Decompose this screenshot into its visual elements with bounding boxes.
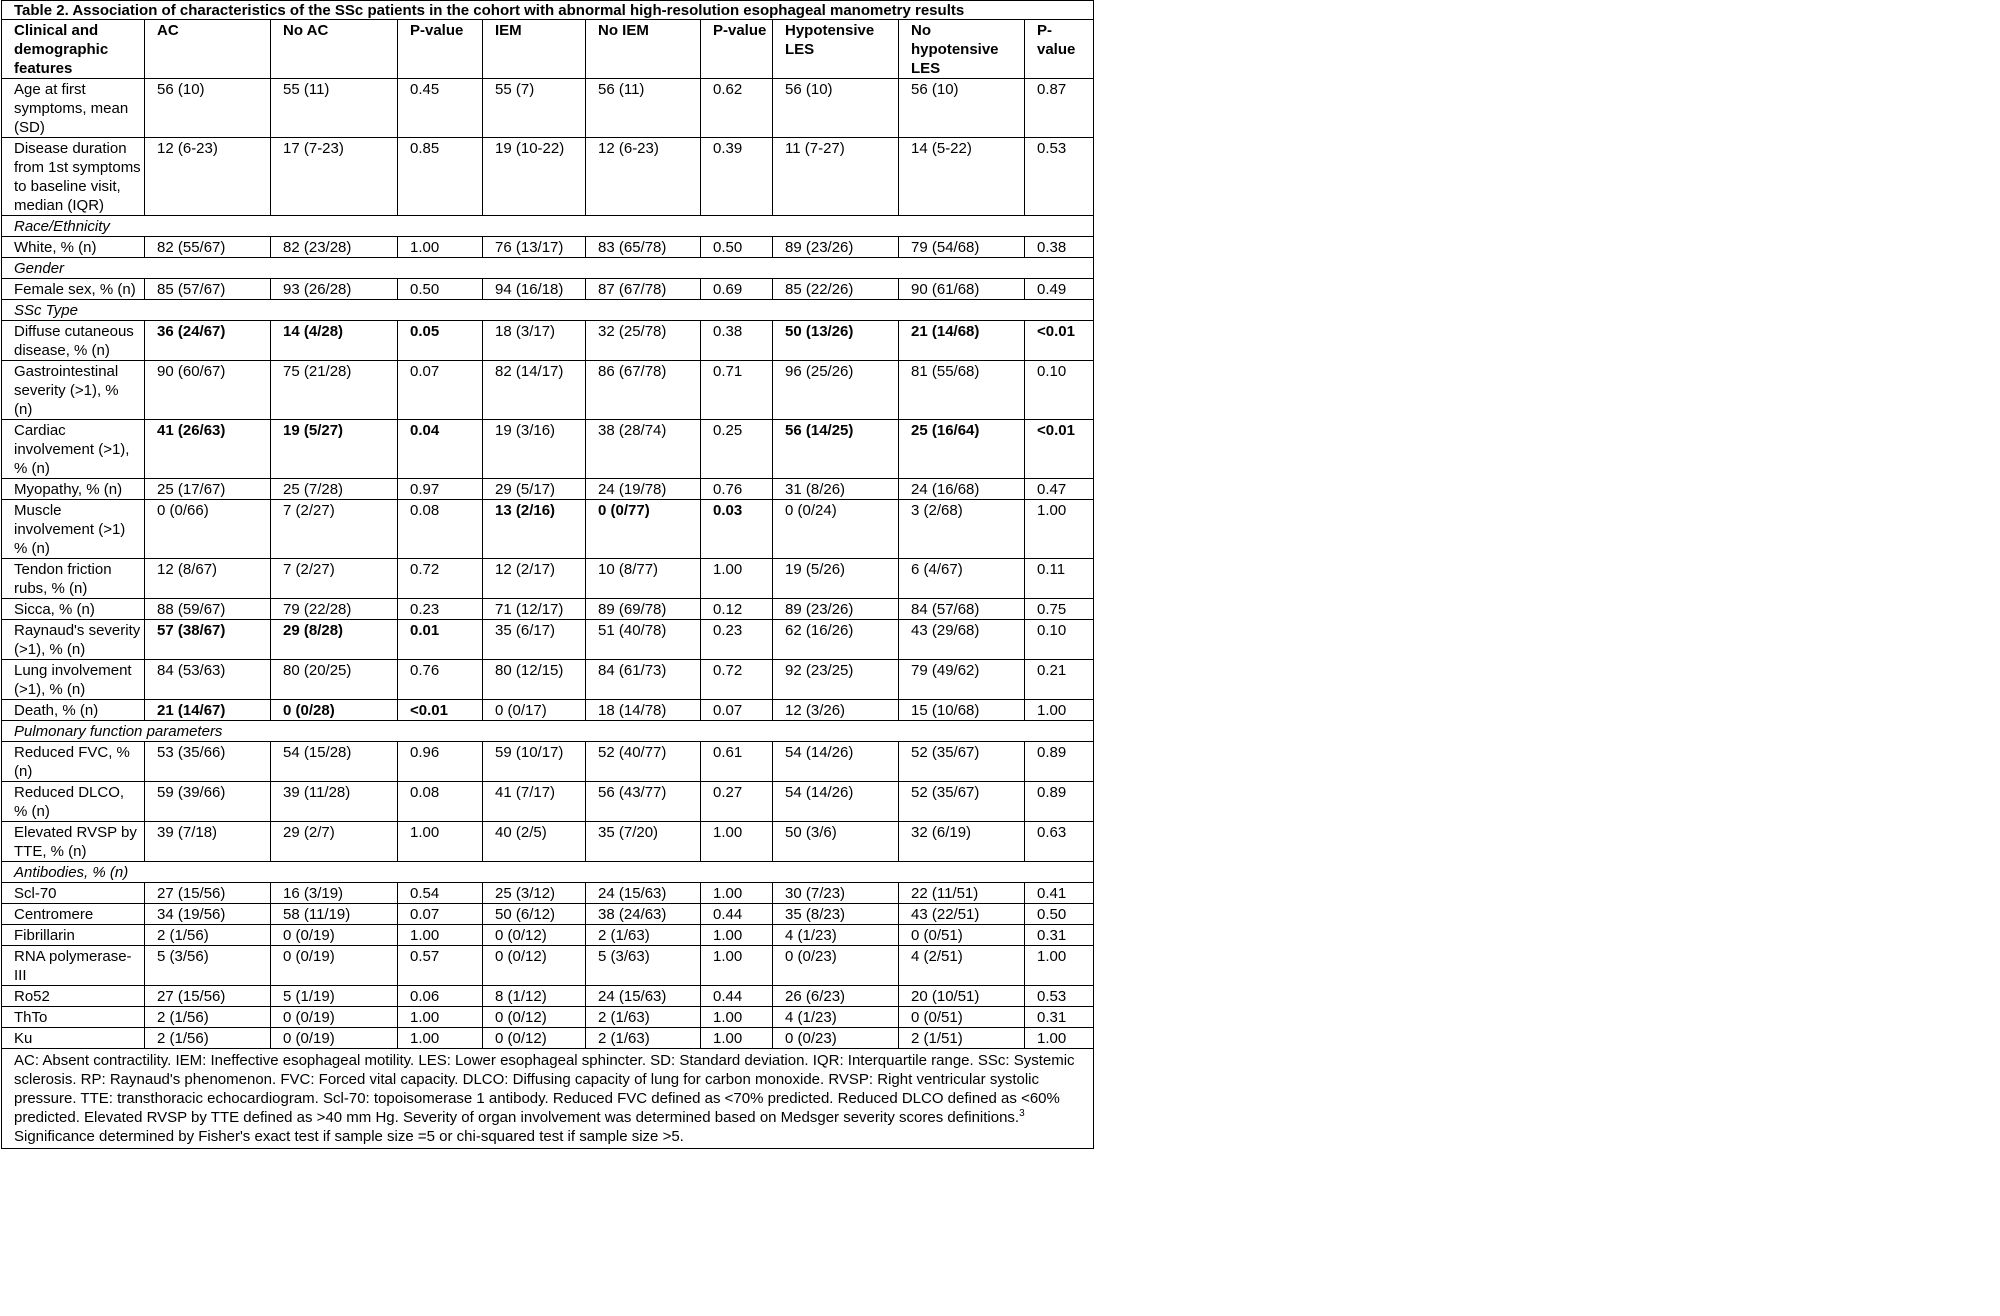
table-cell: 93 (26/28) (271, 279, 398, 300)
table-cell: 0.71 (701, 361, 773, 420)
row-label: Ku (2, 1028, 145, 1049)
table-row (2, 500, 1094, 559)
table-cell: 86 (67/78) (586, 361, 701, 420)
table-cell: 0.75 (1025, 599, 1094, 620)
section-label: Race/Ethnicity (2, 216, 1094, 237)
table-row (2, 361, 1094, 420)
row-label: Disease duration from 1st symptoms to baseline visit, median (IQR) (2, 138, 145, 216)
row-label: Elevated RVSP by TTE, % (n) (2, 822, 145, 862)
table-cell: 0.06 (398, 986, 483, 1007)
section-row (2, 862, 1094, 883)
table-cell: 3 (2/68) (899, 500, 1025, 559)
column-header: P-value (398, 20, 483, 79)
table-cell: 0.89 (1025, 742, 1094, 782)
table-cell: 18 (3/17) (483, 321, 586, 361)
table-cell: 0.07 (398, 361, 483, 420)
table-row (2, 620, 1094, 660)
table-row (2, 925, 1094, 946)
row-label: Raynaud's severity (>1), % (n) (2, 620, 145, 660)
table-cell: 0.23 (398, 599, 483, 620)
table-cell: 7 (2/27) (271, 559, 398, 599)
table-row (2, 138, 1094, 216)
table-cell: 0.44 (701, 986, 773, 1007)
table-cell: 41 (26/63) (145, 420, 271, 479)
table-cell: 2 (1/51) (899, 1028, 1025, 1049)
table-row (2, 1028, 1094, 1049)
table-cell: 29 (2/7) (271, 822, 398, 862)
table-cell: 96 (25/26) (773, 361, 899, 420)
table-cell: 0 (0/24) (773, 500, 899, 559)
table-title: Table 2. Association of characteristics of the SSc patients in the cohort with abnormal high-resolution esophageal manometry results (2, 1, 1094, 20)
table-cell: 31 (8/26) (773, 479, 899, 500)
column-header: AC (145, 20, 271, 79)
table-row (2, 279, 1094, 300)
table-cell: 40 (2/5) (483, 822, 586, 862)
column-header: Clinical and demographic features (2, 20, 145, 79)
table-cell: 19 (10-22) (483, 138, 586, 216)
table-cell: 0 (0/12) (483, 925, 586, 946)
table-cell: 36 (24/67) (145, 321, 271, 361)
table-cell: 0.44 (701, 904, 773, 925)
table-cell: 16 (3/19) (271, 883, 398, 904)
table-row (2, 782, 1094, 822)
table-cell: 27 (15/56) (145, 986, 271, 1007)
table-cell: 19 (3/16) (483, 420, 586, 479)
table-row (2, 420, 1094, 479)
table-cell: 56 (10) (899, 79, 1025, 138)
table-cell: 25 (3/12) (483, 883, 586, 904)
table-cell: 55 (7) (483, 79, 586, 138)
table-cell: <0.01 (398, 700, 483, 721)
row-label: Sicca, % (n) (2, 599, 145, 620)
table-cell: 14 (5-22) (899, 138, 1025, 216)
table-cell: 0.63 (1025, 822, 1094, 862)
table-row (2, 883, 1094, 904)
table-cell: 82 (14/17) (483, 361, 586, 420)
table-cell: 0.72 (398, 559, 483, 599)
table-row (2, 822, 1094, 862)
row-label: ThTo (2, 1007, 145, 1028)
table-cell: 0.05 (398, 321, 483, 361)
table-cell: 1.00 (701, 946, 773, 986)
row-label: Centromere (2, 904, 145, 925)
table-cell: 34 (19/56) (145, 904, 271, 925)
row-label: Muscle involvement (>1) % (n) (2, 500, 145, 559)
table-cell: 24 (15/63) (586, 883, 701, 904)
table-row (2, 1007, 1094, 1028)
table-cell: 1.00 (1025, 500, 1094, 559)
table-cell: 80 (12/15) (483, 660, 586, 700)
section-row (2, 300, 1094, 321)
column-header: No AC (271, 20, 398, 79)
table-cell: 0.69 (701, 279, 773, 300)
table-cell: 24 (16/68) (899, 479, 1025, 500)
table-cell: 0.50 (398, 279, 483, 300)
table-row (2, 321, 1094, 361)
table-cell: 0 (0/51) (899, 925, 1025, 946)
table-cell: 79 (22/28) (271, 599, 398, 620)
table-cell: 0.76 (701, 479, 773, 500)
table-cell: 25 (16/64) (899, 420, 1025, 479)
table-cell: 35 (6/17) (483, 620, 586, 660)
characteristics-table (1, 0, 1094, 1149)
table-cell: 52 (35/67) (899, 782, 1025, 822)
table-cell: 52 (40/77) (586, 742, 701, 782)
table-cell: 57 (38/67) (145, 620, 271, 660)
column-header: Hypotensive LES (773, 20, 899, 79)
column-header: IEM (483, 20, 586, 79)
table-cell: 0.50 (701, 237, 773, 258)
table-cell: 38 (28/74) (586, 420, 701, 479)
section-label: Pulmonary function parameters (2, 721, 1094, 742)
table-cell: 85 (22/26) (773, 279, 899, 300)
table-cell: 39 (11/28) (271, 782, 398, 822)
row-label: Female sex, % (n) (2, 279, 145, 300)
table-cell: 0.12 (701, 599, 773, 620)
table-cell: 1.00 (398, 1028, 483, 1049)
table-cell: 0.11 (1025, 559, 1094, 599)
footnote-reference: 3 (1019, 1108, 1025, 1119)
table-cell: 1.00 (398, 822, 483, 862)
table-cell: 76 (13/17) (483, 237, 586, 258)
table-cell: 0.21 (1025, 660, 1094, 700)
table-cell: 21 (14/67) (145, 700, 271, 721)
row-label: Tendon friction rubs, % (n) (2, 559, 145, 599)
section-label: Gender (2, 258, 1094, 279)
table-row (2, 237, 1094, 258)
table-cell: 59 (39/66) (145, 782, 271, 822)
table-cell: 55 (11) (271, 79, 398, 138)
table-cell: 2 (1/56) (145, 1007, 271, 1028)
table-cell: 0 (0/17) (483, 700, 586, 721)
section-row (2, 721, 1094, 742)
table-cell: 0 (0/66) (145, 500, 271, 559)
table-row (2, 986, 1094, 1007)
table-cell: 35 (8/23) (773, 904, 899, 925)
table-cell: 7 (2/27) (271, 500, 398, 559)
table-cell: 79 (49/62) (899, 660, 1025, 700)
table-cell: 0.53 (1025, 138, 1094, 216)
table-cell: 24 (19/78) (586, 479, 701, 500)
table-cell: 87 (67/78) (586, 279, 701, 300)
table-cell: 5 (1/19) (271, 986, 398, 1007)
table-cell: 11 (7-27) (773, 138, 899, 216)
column-header: P-value (1025, 20, 1094, 79)
table-cell: 0.03 (701, 500, 773, 559)
table-cell: 89 (23/26) (773, 237, 899, 258)
table-row (2, 479, 1094, 500)
table-cell: 2 (1/56) (145, 1028, 271, 1049)
table-cell: 0.97 (398, 479, 483, 500)
table-cell: 94 (16/18) (483, 279, 586, 300)
table-cell: 10 (8/77) (586, 559, 701, 599)
table-cell: 14 (4/28) (271, 321, 398, 361)
table-cell: 88 (59/67) (145, 599, 271, 620)
table-cell: 38 (24/63) (586, 904, 701, 925)
table-cell: 75 (21/28) (271, 361, 398, 420)
section-label: Antibodies, % (n) (2, 862, 1094, 883)
table-cell: 0.27 (701, 782, 773, 822)
table-cell: 1.00 (398, 925, 483, 946)
table-cell: 4 (1/23) (773, 1007, 899, 1028)
table-cell: 0 (0/19) (271, 1028, 398, 1049)
table-cell: 4 (1/23) (773, 925, 899, 946)
table-cell: 0.54 (398, 883, 483, 904)
table-footnote-row (2, 1049, 1094, 1149)
table-cell: 89 (69/78) (586, 599, 701, 620)
table-cell: 12 (8/67) (145, 559, 271, 599)
table-cell: 0 (0/19) (271, 925, 398, 946)
table-cell: 12 (6-23) (586, 138, 701, 216)
column-header: No hypotensive LES (899, 20, 1025, 79)
row-label: Diffuse cutaneous disease, % (n) (2, 321, 145, 361)
table-cell: 12 (3/26) (773, 700, 899, 721)
column-header: P-value (701, 20, 773, 79)
table-cell: 24 (15/63) (586, 986, 701, 1007)
table-cell: 5 (3/63) (586, 946, 701, 986)
table-cell: 1.00 (701, 925, 773, 946)
row-label: Scl-70 (2, 883, 145, 904)
table-cell: 0.76 (398, 660, 483, 700)
table-cell: 0.72 (701, 660, 773, 700)
row-label: Reduced DLCO, % (n) (2, 782, 145, 822)
table-cell: 81 (55/68) (899, 361, 1025, 420)
table-cell: 0.08 (398, 782, 483, 822)
table-cell: 32 (25/78) (586, 321, 701, 361)
table-cell: 0.01 (398, 620, 483, 660)
table-cell: 25 (17/67) (145, 479, 271, 500)
table-cell: 56 (11) (586, 79, 701, 138)
row-label: RNA polymerase-III (2, 946, 145, 986)
table-cell: 1.00 (701, 559, 773, 599)
table-cell: 58 (11/19) (271, 904, 398, 925)
row-label: Reduced FVC, % (n) (2, 742, 145, 782)
row-label: Myopathy, % (n) (2, 479, 145, 500)
table-cell: 79 (54/68) (899, 237, 1025, 258)
table-row (2, 742, 1094, 782)
table-cell: 0.45 (398, 79, 483, 138)
table-cell: 0.23 (701, 620, 773, 660)
table-row (2, 700, 1094, 721)
table-cell: 54 (14/26) (773, 742, 899, 782)
table-cell: 0 (0/12) (483, 1028, 586, 1049)
table-cell: 2 (1/56) (145, 925, 271, 946)
table-title-row (2, 1, 1094, 20)
table-row (2, 559, 1094, 599)
table-cell: 1.00 (701, 883, 773, 904)
row-label: Ro52 (2, 986, 145, 1007)
table-cell: 0 (0/28) (271, 700, 398, 721)
section-label: SSc Type (2, 300, 1094, 321)
table-row (2, 79, 1094, 138)
table-cell: 0.50 (1025, 904, 1094, 925)
table-cell: 83 (65/78) (586, 237, 701, 258)
table-cell: 0.31 (1025, 925, 1094, 946)
table-cell: 51 (40/78) (586, 620, 701, 660)
table-cell: 27 (15/56) (145, 883, 271, 904)
table-cell: 35 (7/20) (586, 822, 701, 862)
row-label: Lung involvement (>1), % (n) (2, 660, 145, 700)
table-cell: 0.62 (701, 79, 773, 138)
table-cell: 53 (35/66) (145, 742, 271, 782)
table-cell: 52 (35/67) (899, 742, 1025, 782)
table-cell: 0.53 (1025, 986, 1094, 1007)
table-row (2, 904, 1094, 925)
table-cell: 0 (0/12) (483, 946, 586, 986)
table-cell: 12 (2/17) (483, 559, 586, 599)
table-cell: 0.08 (398, 500, 483, 559)
table-cell: 1.00 (1025, 700, 1094, 721)
row-label: Age at first symptoms, mean (SD) (2, 79, 145, 138)
footnote-tail: Significance determined by Fisher's exact test if sample size =5 or chi-squared test if sample size >5. (14, 1128, 684, 1145)
table-cell: 1.00 (1025, 946, 1094, 986)
table-cell: 50 (13/26) (773, 321, 899, 361)
section-row (2, 216, 1094, 237)
section-row (2, 258, 1094, 279)
table-cell: 41 (7/17) (483, 782, 586, 822)
table-cell: 0.96 (398, 742, 483, 782)
table-cell: 13 (2/16) (483, 500, 586, 559)
table-cell: 0.57 (398, 946, 483, 986)
table-cell: 26 (6/23) (773, 986, 899, 1007)
table-cell: 25 (7/28) (271, 479, 398, 500)
table-cell: 39 (7/18) (145, 822, 271, 862)
table-cell: 32 (6/19) (899, 822, 1025, 862)
table-cell: 29 (5/17) (483, 479, 586, 500)
table-cell: 0.49 (1025, 279, 1094, 300)
table-cell: 29 (8/28) (271, 620, 398, 660)
table-cell: 92 (23/25) (773, 660, 899, 700)
table-cell: 54 (15/28) (271, 742, 398, 782)
table-cell: 8 (1/12) (483, 986, 586, 1007)
row-label: White, % (n) (2, 237, 145, 258)
table-cell: 54 (14/26) (773, 782, 899, 822)
table-cell: 18 (14/78) (586, 700, 701, 721)
row-label: Death, % (n) (2, 700, 145, 721)
table-cell: 30 (7/23) (773, 883, 899, 904)
table-footnote (2, 1049, 1094, 1149)
table-cell: 0 (0/12) (483, 1007, 586, 1028)
table-row (2, 946, 1094, 986)
table-cell: 84 (61/73) (586, 660, 701, 700)
table-cell: 56 (14/25) (773, 420, 899, 479)
table-cell: <0.01 (1025, 420, 1094, 479)
table-cell: 1.00 (398, 1007, 483, 1028)
table-cell: 84 (57/68) (899, 599, 1025, 620)
table-cell: 20 (10/51) (899, 986, 1025, 1007)
table-cell: 0 (0/23) (773, 946, 899, 986)
column-header: No IEM (586, 20, 701, 79)
table-cell: 15 (10/68) (899, 700, 1025, 721)
table-cell: 0 (0/77) (586, 500, 701, 559)
table-cell: 0.39 (701, 138, 773, 216)
table-cell: 62 (16/26) (773, 620, 899, 660)
table-cell: 85 (57/67) (145, 279, 271, 300)
table-cell: 1.00 (701, 1028, 773, 1049)
table-cell: 2 (1/63) (586, 1028, 701, 1049)
table-cell: 0.25 (701, 420, 773, 479)
table-cell: 80 (20/25) (271, 660, 398, 700)
table-cell: 0 (0/19) (271, 1007, 398, 1028)
table-cell: 82 (55/67) (145, 237, 271, 258)
table-cell: 0.38 (701, 321, 773, 361)
row-label: Fibrillarin (2, 925, 145, 946)
table-cell: 0.41 (1025, 883, 1094, 904)
table-container (1, 0, 1093, 1149)
table-cell: 1.00 (701, 822, 773, 862)
table-cell: 5 (3/56) (145, 946, 271, 986)
table-cell: 56 (10) (145, 79, 271, 138)
table-cell: 6 (4/67) (899, 559, 1025, 599)
table-cell: 82 (23/28) (271, 237, 398, 258)
table-cell: 90 (60/67) (145, 361, 271, 420)
table-cell: 59 (10/17) (483, 742, 586, 782)
table-cell: 1.00 (398, 237, 483, 258)
table-cell: 4 (2/51) (899, 946, 1025, 986)
table-cell: 2 (1/63) (586, 1007, 701, 1028)
footnote-main: AC: Absent contractility. IEM: Ineffective esophageal motility. LES: Lower esophageal sphincter. SD: Standard deviation. IQR: Interquartile range. SSc: Systemic sclerosis. RP: Raynaud's phenomenon. FVC: Forced vital capacity. DLCO: Diffusing capacity of lung for carbon monoxide. RVSP: Right ventricular systolic pressure. TTE: transthoracic echocardiogram. Scl-70: topoisomerase 1 antibody. Reduced FVC defined as <70% predicted. Reduced DLCO defined as <60% predicted. Elevated RVSP by TTE defined as >40 mm Hg. Severity of organ involvement was determined based on Medsger severity scores definitions. (14, 1052, 1075, 1126)
table-cell: 43 (29/68) (899, 620, 1025, 660)
table-cell: 90 (61/68) (899, 279, 1025, 300)
table-cell: 2 (1/63) (586, 925, 701, 946)
table-header-row (2, 20, 1094, 79)
table-cell: <0.01 (1025, 321, 1094, 361)
table-cell: 0.38 (1025, 237, 1094, 258)
table-cell: 71 (12/17) (483, 599, 586, 620)
table-cell: 0.07 (398, 904, 483, 925)
table-cell: 56 (43/77) (586, 782, 701, 822)
table-cell: 0.47 (1025, 479, 1094, 500)
table-row (2, 660, 1094, 700)
table-cell: 56 (10) (773, 79, 899, 138)
table-cell: 43 (22/51) (899, 904, 1025, 925)
table-cell: 50 (3/6) (773, 822, 899, 862)
table-cell: 0.10 (1025, 361, 1094, 420)
table-cell: 0.10 (1025, 620, 1094, 660)
table-cell: 21 (14/68) (899, 321, 1025, 361)
table-row (2, 599, 1094, 620)
table-cell: 0.89 (1025, 782, 1094, 822)
table-cell: 0.04 (398, 420, 483, 479)
table-cell: 0 (0/23) (773, 1028, 899, 1049)
table-cell: 0.31 (1025, 1007, 1094, 1028)
table-cell: 12 (6-23) (145, 138, 271, 216)
table-cell: 19 (5/27) (271, 420, 398, 479)
table-cell: 84 (53/63) (145, 660, 271, 700)
table-cell: 0 (0/51) (899, 1007, 1025, 1028)
table-cell: 50 (6/12) (483, 904, 586, 925)
table-cell: 22 (11/51) (899, 883, 1025, 904)
table-cell: 0.87 (1025, 79, 1094, 138)
row-label: Gastrointestinal severity (>1), % (n) (2, 361, 145, 420)
table-cell: 89 (23/26) (773, 599, 899, 620)
table-cell: 17 (7-23) (271, 138, 398, 216)
table-cell: 0.61 (701, 742, 773, 782)
row-label: Cardiac involvement (>1), % (n) (2, 420, 145, 479)
table-cell: 0 (0/19) (271, 946, 398, 986)
table-cell: 1.00 (1025, 1028, 1094, 1049)
table-cell: 1.00 (701, 1007, 773, 1028)
table-cell: 0.07 (701, 700, 773, 721)
table-cell: 0.85 (398, 138, 483, 216)
table-cell: 19 (5/26) (773, 559, 899, 599)
